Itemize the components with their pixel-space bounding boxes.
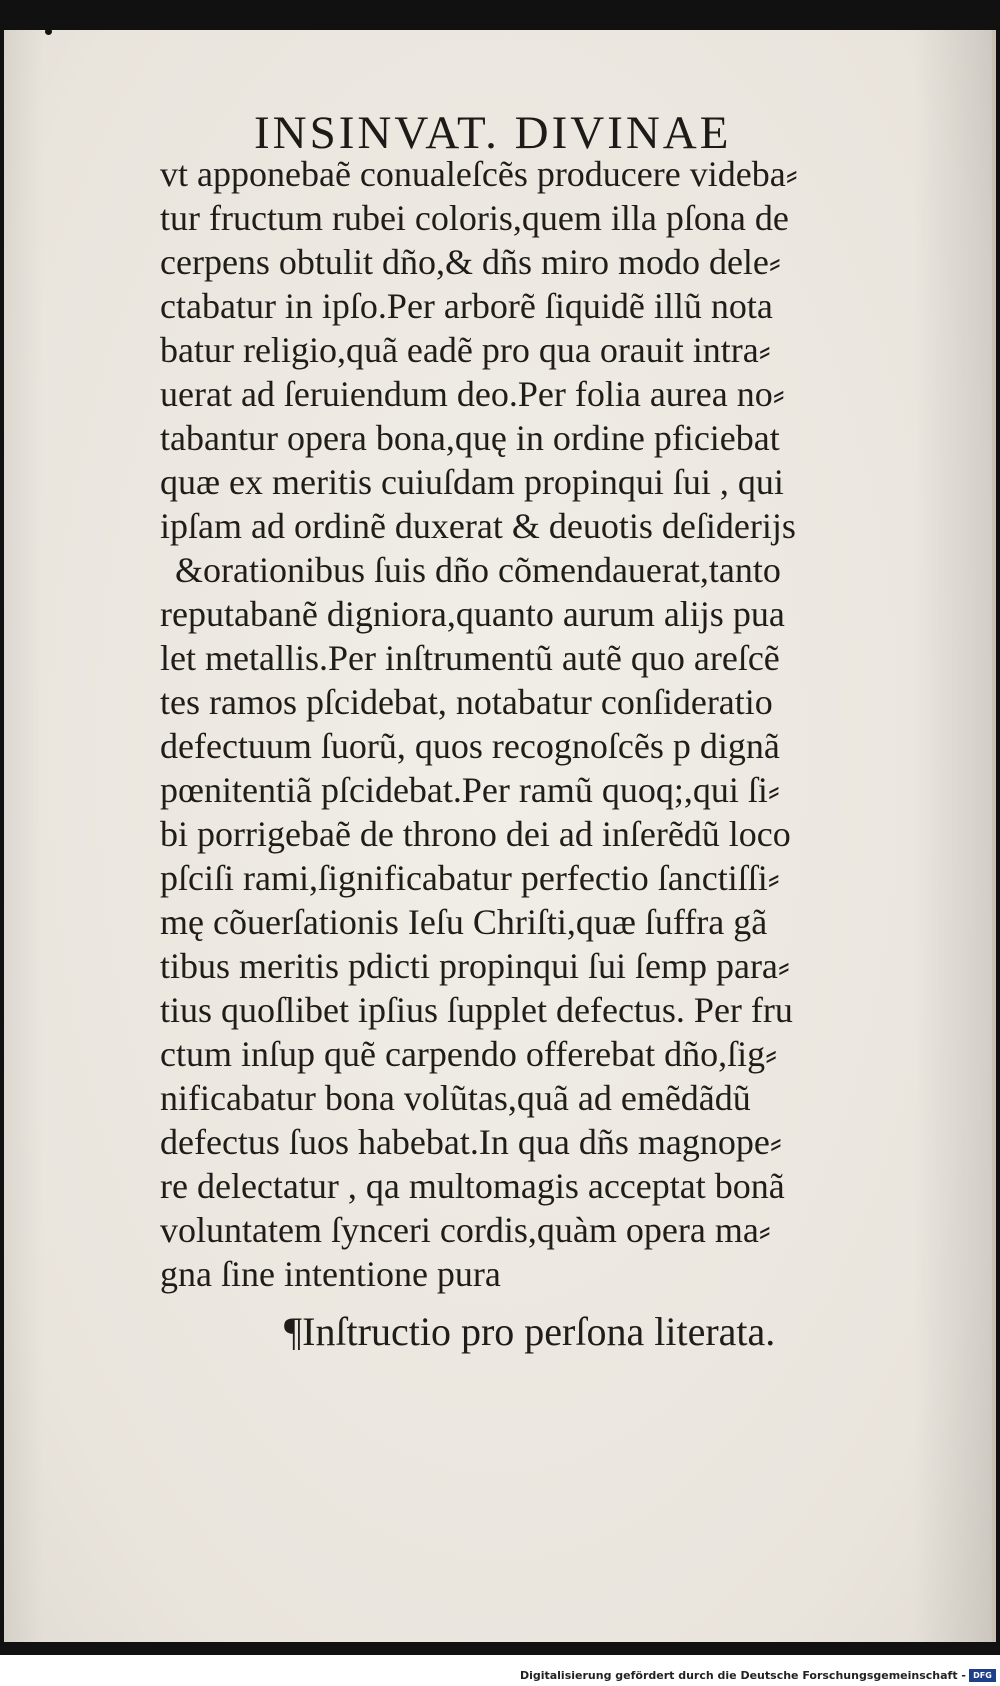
text-line: bi porrigebaẽ de throno dei ad inſerẽdũ loco: [160, 814, 791, 854]
text-line: defectuum ſuorũ, quos recognoſcẽs p dignã: [160, 726, 780, 766]
text-line: pœnitentiã pſcidebat.Per ramũ quoq;,qui ſi⸗: [160, 770, 780, 810]
text-line: ctum inſup quẽ carpendo offerebat dño,ſig⸗: [160, 1034, 778, 1074]
text-line: vt apponebaẽ conualeſcẽs producere videba⸗: [160, 154, 798, 194]
text-line: tius quoſlibet ipſius ſupplet defectus. Per fru: [160, 990, 793, 1030]
text-line: ctabatur in ipſo.Per arborẽ ſiquidẽ illũ nota: [160, 286, 773, 326]
text-line: ipſam ad ordinẽ duxerat & deuotis deſiderijs: [160, 506, 796, 546]
text-line: re delectatur , qa multomagis acceptat bonã: [160, 1166, 785, 1206]
text-line: let metallis.Per inſtrumentũ autẽ quo areſcẽ: [160, 638, 780, 678]
dfg-logo: DFG: [969, 1669, 996, 1682]
running-head: INSINVAT. DIVINAE: [254, 107, 732, 159]
ink-mark: [45, 28, 52, 35]
text-line: quæ ex meritis cuiuſdam propinqui ſui , qui: [160, 462, 784, 502]
section-heading: ¶Inſtructio pro perſona literata.: [284, 1309, 776, 1354]
text-line: defectus ſuos habebat.In qua dñs magnope⸗: [160, 1122, 782, 1162]
text-line: gna ſine intentione pura: [160, 1254, 501, 1294]
text-line: cerpens obtulit dño,& dñs miro modo dele⸗: [160, 242, 781, 282]
text-line: pſciſi rami,ſignificabatur perfectio ſanctiſſi⸗: [160, 858, 780, 898]
text-line: reputabanẽ digniora,quanto aurum alijs pua: [160, 594, 785, 634]
text-line: tabantur opera bona,quę in ordine pficiebat: [160, 418, 780, 458]
text-line: mę cõuerſationis Ieſu Chriſti,quæ ſuffra gã: [160, 902, 768, 942]
text-line: batur religio,quã eadẽ pro qua orauit intra⸗: [160, 330, 771, 370]
text-line: tur fructum rubei coloris,quem illa pſona de: [160, 198, 789, 238]
funding-credit: Digitalisierung gefördert durch die Deutsche Forschungsgemeinschaft -: [519, 1669, 966, 1682]
text-line: nificabatur bona volũtas,quã ad emẽdãdũ: [160, 1078, 751, 1118]
text-line: voluntatem ſynceri cordis,quàm opera ma⸗: [160, 1210, 771, 1250]
text-line: &orationibus ſuis dño cõmendauerat,tanto: [175, 550, 781, 590]
text-line: uerat ad ſeruiendum deo.Per folia aurea no⸗: [160, 374, 785, 414]
page-edge: [992, 30, 996, 1642]
text-line: tibus meritis pdicti propinqui ſui ſemp para⸗: [160, 946, 790, 986]
text-line: tes ramos pſcidebat, notabatur conſideratio: [160, 682, 773, 722]
body-text: [160, 152, 920, 1296]
